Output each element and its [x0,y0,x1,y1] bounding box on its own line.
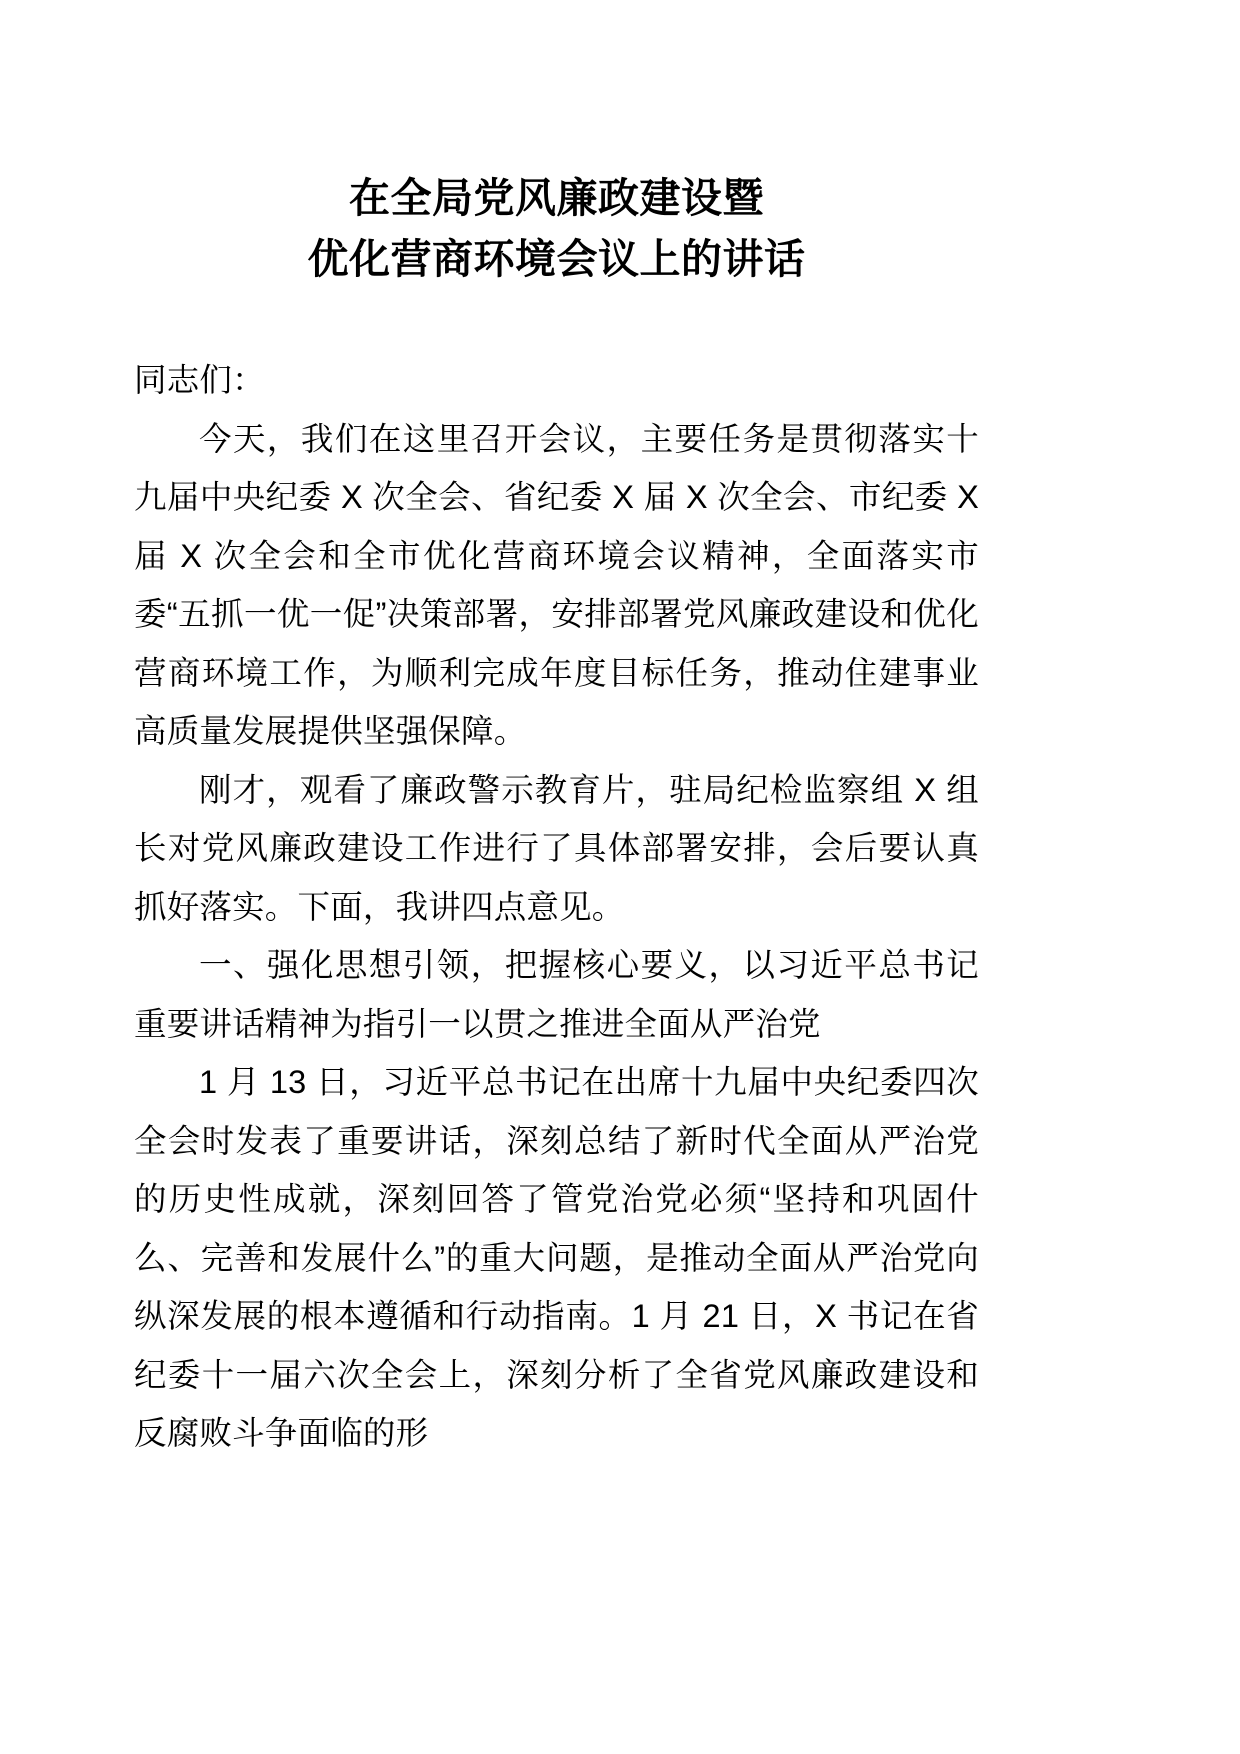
body-paragraph-3: 1 月 13 日，习近平总书记在出席十九届中央纪委四次全会时发表了重要讲话，深刻总结了新时代全面从严治党的历史性成就，深刻回答了管党治党必须“坚持和巩固什么、完善和发展什么”的重大问题，是推动全面从严治党向纵深发展的根本遵循和行动指南。1 月 21 日，X 书记在省纪委十一届六次全会上，深刻分析了全省党风廉政建设和反腐败斗争面临的形 [134,1064,979,1452]
page-content [134,0,979,1463]
section-heading-1: 一、强化思想引领，把握核心要义，以习近平总书记重要讲话精神为指引一以贯之推进全面从严治党 [134,947,979,1042]
page-title [134,0,979,289]
document-body [134,351,979,1463]
title-line-2: 优化营商环境会议上的讲话 [307,235,806,282]
body-paragraph-2: 刚才，观看了廉政警示教育片，驻局纪检监察组 X 组长对党风廉政建设工作进行了具体部署安排，会后要认真抓好落实。下面，我讲四点意见。 [134,771,979,925]
salutation: 同志们： [134,362,265,399]
body-paragraph-1: 今天，我们在这里召开会议，主要任务是贯彻落实十九届中央纪委 X 次全会、省纪委 X 届 X 次全会、市纪委 X 届 X 次全会和全市优化营商环境会议精神，全面落实市委“五抓一优一促”决策部署，安排部署党风廉政建设和优化营商环境工作，为顺利完成年度目标任务，推动住建事业高质量发展提供坚强保障。 [134,420,979,750]
title-line-1: 在全局党风廉政建设暨 [349,175,764,221]
